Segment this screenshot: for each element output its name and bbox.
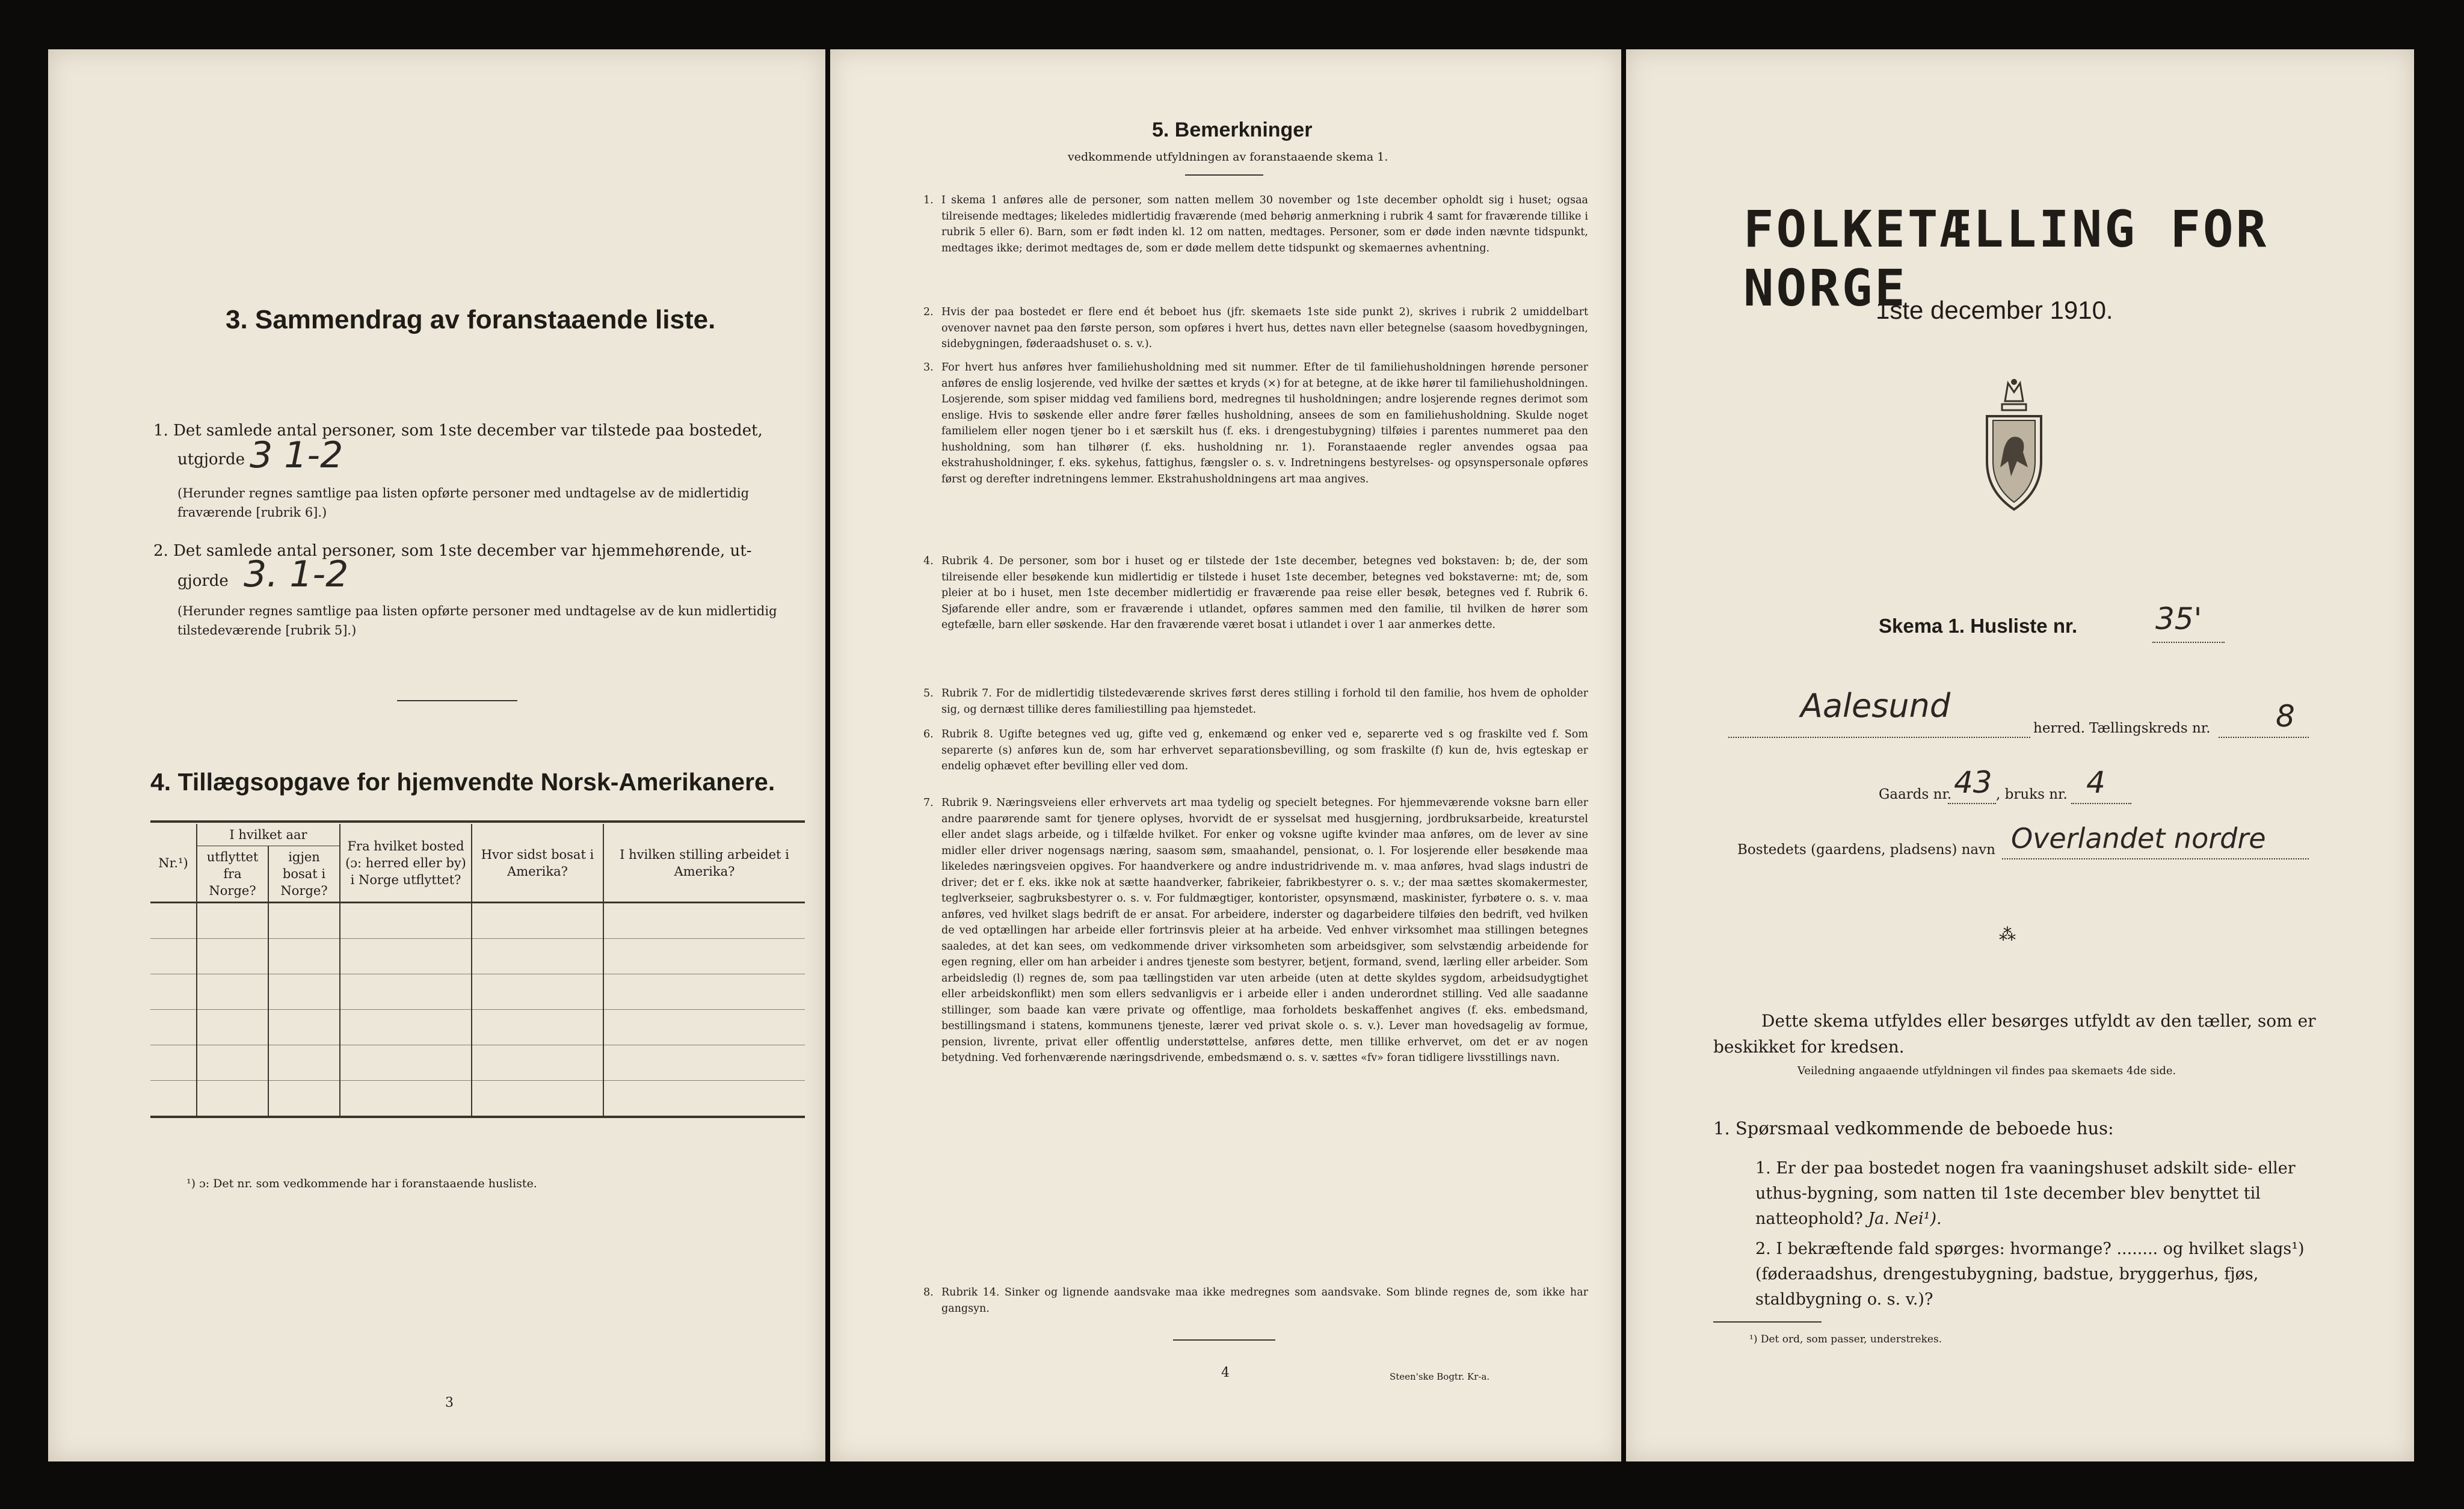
col-from-where: Fra hvilket bosted (ɔ: herred eller by) i Norge utflyttet? (340, 824, 472, 903)
col-nr: Nr.¹) (150, 824, 197, 903)
remarks-title: 5. Bemerkninger (1152, 118, 1313, 141)
krets-value: 8 (2276, 699, 2295, 734)
remark-6: 6. Rubrik 8. Ugifte betegnes ved ug, gifte ved g, enkemænd og enker ved e, separerte ved s og fraskilte ved f. Som separerte (s) anføres kun de, som har erhvervet separationsbevilling, og som fraskilte (f) kun de, hvis egteskap er endelig ophævet efter bevilling eller ved dom. (923, 728, 1588, 772)
page-1-cover (1626, 49, 2414, 1461)
remark-7: 7. Rubrik 9. Næringsveiens eller erhvervets art maa tydelig og specielt betegnes. For hjemmeværende voksne barn eller andre paarørende samt for tjenere oplyses, hvorvidt de er sysselsat med husgjerning, jordbruksarbeide, kreaturstel eller andet slags arbeide, og i tilfælde hvilket. For enker og voksne ugifte kvinder maa anføres, om de lever av sine midler eller driver nogensags næring, saasom søm, smaahandel, pensionat, o. l. For losjerende eller besøkende maa likeledes næringsveien opgives. For haandverkere og andre industridrivende m. v. maa anføres, hvad slags industri de driver; det er f. eks. ikke nok at sætte haandverker, fabrikeier, fabrikbestyrer o. s. v.; der maa sættes skomakermester, teglverkseier, sagbruksbestyrer o. s. v. For fuldmægtiger, kontorister, opsynsmænd, maskinister, fyrbøtere o. s. v. maa anføres, ved hvilket slags bedrift de er ansat. For arbeidere, inderster og dagarbeidere tilføies den bedrift, ved hvilken de ved optællingen har arbeide eller fortrinsvis pleier at ha arbeide. Ved enhver virksomhet maa stillingen betegnes saaledes, at det kan sees, om vedkommende driver virksomheten som arbeidsgiver, som selvstændig arbeidende for egen regning, eller om han arbeider i andres tjeneste som bestyrer, betjent, formand, svend, lærling eller arbeider. Som arbeidsledig (l) regnes de, som paa tællingstiden var uten arbeide (uten at dette skyldes sygdom, arbeidsudygtighet eller arbeidskonflikt) men som ellers sedvanligvis er i arbeide eller i anden underordnet stilling. Ved alle saadanne stillinger, som baade kan være private og offentlige, maa forholdets beskaffenhet angives (f. eks. embedsmand, bestillingsmand i statens, kommunens tjeneste, lærer ved privat skole o. s. v.). Lever man hovedsagelig av formue, pension, livrente, privat eller offentlig understøttelse, anføres dette, men tillike erhvervet, om det er av nogen betydning. Ved forhenværende næringsdrivende, embedsmænd o. s. v. sættes «fv» foran tidligere livsstillings navn. (923, 797, 1588, 1064)
summary-item-1-value: 3 1-2 (250, 434, 343, 476)
summary-item-1-note: (Herunder regnes samtlige paa listen opførte personer med undtagelse av de midlertidig fraværende [rubrik 6].) (177, 486, 750, 520)
col-position: I hvilken stilling arbeidet i Amerika? (603, 824, 805, 903)
page-4 (830, 49, 1621, 1461)
bruks-line (2071, 803, 2131, 804)
summary-item-1-prefix: utgjorde (177, 450, 245, 469)
remark-3: 3. For hvert hus anføres hver familiehusholdning med sit nummer. Efter de til familiehusholdningen hørende personer anføres de enslig losjerende, ved hvilke der sættes et kryds (×) for at betegne, at de ikke hører til familiehusholdningen. Losjerende, som spiser middag ved familiens bord, medregnes til husholdningen; andre losjerende regnes derimot som enslige. Hvis to søskende eller andre fører fælles husholdning, ansees de som en familiehusholdning. Skulde noget familielem eller nogen tjener bo i et særskilt hus (f. eks. i drengestubygning) tilføies i parentes nummeret paa den husholdning, som han tilhører (f. eks. husholdning nr. 1). Foranstaaende regler anvendes ogsaa paa ekstrahusholdninger, f. eks. sykehus, fattighus, fængsler o. s. v. Indretningens bestyrelses- og opsynspersonale opføres først og derefter indretningens lemmer. Ekstrahusholdningens art maa angives. (923, 361, 1588, 485)
divider (1185, 174, 1263, 176)
divider (1173, 1339, 1275, 1341)
question-heading: 1. Spørsmaal vedkommende de beboede hus: (1713, 1118, 2114, 1139)
remark-5: 5. Rubrik 7. For de midlertidig tilstedeværende skrives først deres stilling i forhold til den familie, hos hvem de opholder sig, og dernæst tillike deres familiestilling paa hjemstedet. (923, 687, 1588, 716)
skema-label: Skema 1. Husliste nr. (1879, 615, 2078, 637)
summary-item-2-note: (Herunder regnes samtlige paa listen opførte personer med undtagelse av de kun midlertidig tilstedeværende [rubrik 5].) (177, 604, 777, 638)
divider (1713, 1321, 1822, 1323)
table-row (150, 903, 805, 939)
bruks-label: , bruks nr. (1996, 787, 2068, 802)
gaards-value: 43 (1954, 765, 1992, 800)
question-2: 2. I bekræftende fald spørges: hvormange? ........ og hvilket slags¹) (føderaadshus, drengestubygning, badstue, bryggerhus, fjøs, staldbygning o. s. v.)? (1755, 1240, 2305, 1309)
krets-line (2219, 737, 2309, 738)
table-row (150, 1081, 805, 1117)
bosted-value: Overlandet nordre (2011, 822, 2266, 855)
summary-item-1: 1. Det samlede antal personer, som 1ste december var tilstede paa bostedet, (153, 422, 763, 440)
husliste-nr-value: 35' (2155, 601, 2202, 636)
remark-2: 2. Hvis der paa bostedet er flere end ét beboet hus (jfr. skemaets 1ste side punkt 2), skrives i rubrik 2 umiddelbart ovenover navnet paa den første person, som opføres i hvert hus, dettes navn eller betegnelse (saasom hovedbygningen, sidebygningen, føderaadshuset o. s. v.). (923, 306, 1588, 350)
gaards-label: Gaards nr. (1879, 787, 1952, 802)
page-number: 3 (445, 1395, 454, 1410)
table-top-rule (150, 820, 805, 823)
question-1: 1. Er der paa bostedet nogen fra vaaningshuset adskilt side- eller uthus-bygning, som natten til 1ste december blev benyttet til natteophold? Ja. Nei¹). (1755, 1159, 2296, 1228)
printer-mark: Steen'ske Bogtr. Kr-a. (1390, 1371, 1490, 1382)
census-title: FOLKETÆLLING FOR NORGE (1743, 200, 2269, 318)
question-1-answer: Ja. Nei¹). (1868, 1209, 1942, 1228)
col-emigrated: utflyttet fra Norge? (197, 846, 268, 903)
remarks-subtitle: vedkommende utfyldningen av foranstaaende skema 1. (1068, 150, 1388, 164)
census-date: 1ste december 1910. (1876, 296, 2113, 324)
gaards-line (1948, 803, 1996, 804)
table-row (150, 939, 805, 974)
table-row (150, 1010, 805, 1045)
bruks-value: 4 (2086, 765, 2105, 800)
norsk-amerikanere-table (150, 824, 805, 1118)
divider (397, 700, 517, 701)
summary-item-2-prefix: gjorde (177, 572, 229, 590)
herred-label: herred. (2033, 721, 2086, 736)
table-row (150, 974, 805, 1010)
table-footnote: ¹) ɔ: Det nr. som vedkommende har i foranstaaende husliste. (186, 1177, 537, 1190)
herred-line (1728, 737, 2030, 738)
remark-4: 4. Rubrik 4. De personer, som bor i huset og er tilstede der 1ste december, betegnes ved bokstaven: b; de, der som tilreisende eller besøkende kun midlertidig er tilstede i huset 1ste december, betegnes ved bokstaverne: mt; de, som pleier at bo i huset, men 1ste december midlertidig er fraværende paa reise eller besøk, betegnes ved f. Rubrik 6. Sjøfarende eller andre, som er fraværende i utlandet, opføres sammen med den familie, til hvilken de hører som egtefælle, barn eller søskende. Har den fraværende været bosat i utlandet i over 1 aar anmerkes dette. (923, 555, 1588, 631)
coat-of-arms-icon (1975, 377, 2053, 515)
ornament-icon: ⁂ (1999, 924, 2016, 944)
section-3-title: 3. Sammendrag av foranstaaende liste. (226, 305, 716, 334)
herred-value: Aalesund (1800, 687, 1951, 725)
summary-item-2-value: 3. 1-2 (244, 553, 349, 595)
col-group-year: I hvilket aar (197, 824, 340, 846)
intro-note: Veiledning angaaende utfyldningen vil findes paa skemaets 4de side. (1797, 1065, 2176, 1077)
bosted-line (2002, 858, 2309, 859)
section-4-title: 4. Tillægsopgave for hjemvendte Norsk-Amerikanere. (150, 768, 775, 796)
krets-label: Tællingskreds nr. (2089, 721, 2211, 736)
table-row (150, 1045, 805, 1081)
bosted-label: Bostedets (gaardens, pladsens) navn (1737, 842, 1995, 858)
remark-8: 8. Rubrik 14. Sinker og lignende aandsvake maa ikke medregnes som aandsvake. Som blinde regnes de, som ikke har gangsyn. (923, 1286, 1588, 1315)
col-returned: igjen bosat i Norge? (268, 846, 340, 903)
page-number: 4 (1221, 1365, 1230, 1380)
remark-1: 1. I skema 1 anføres alle de personer, som natten mellem 30 november og 1ste december opholdt sig i huset; ogsaa tilreisende medtages; likeledes midlertidig fraværende (med behørig anmerkning i rubrik 4 samt for fraværende tillike i rubrik 5 eller 6). Barn, som er født inden kl. 12 om natten, medtages. Personer, som er døde inden nævnte tidspunkt, medtages ikke; derimot medtages de, som er døde mellem dette tidspunkt og skemaernes avhentning. (923, 194, 1588, 254)
intro-text: Dette skema utfyldes eller besørges utfyldt av den tæller, som er beskikket for kredsen. (1713, 1011, 2316, 1057)
husliste-nr-line (2152, 642, 2225, 643)
col-last-america: Hvor sidst bosat i Amerika? (472, 824, 603, 903)
footnote: ¹) Det ord, som passer, understrekes. (1749, 1333, 1942, 1345)
page-3 (48, 49, 825, 1461)
summary-item-2: 2. Det samlede antal personer, som 1ste december var hjemmehørende, ut- (153, 542, 752, 560)
